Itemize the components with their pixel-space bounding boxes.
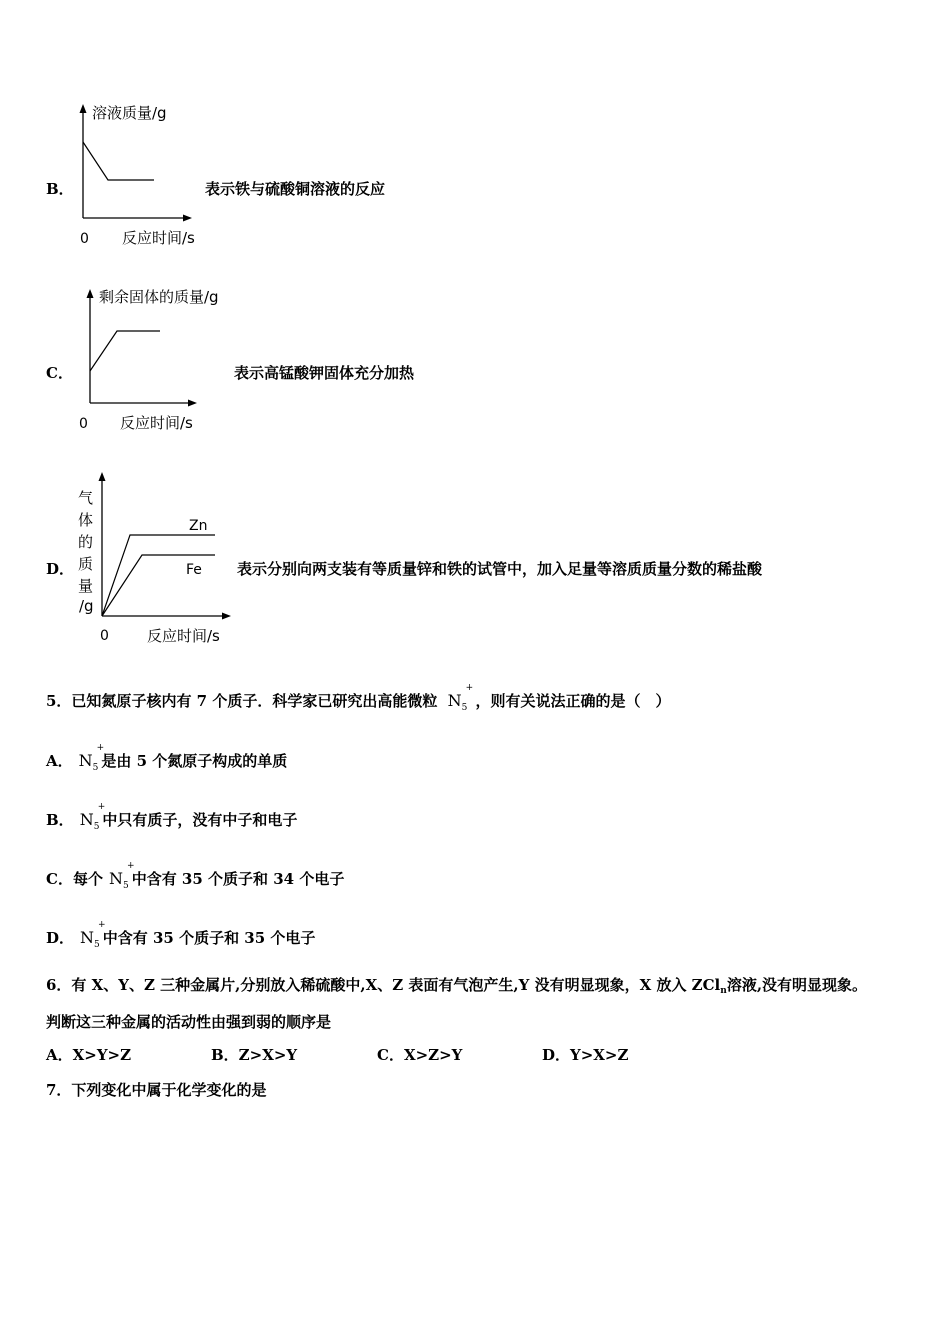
formula-base: N [447, 691, 462, 710]
chart-b-x-arrow [183, 215, 192, 222]
formula-sup: + [126, 861, 135, 871]
chart-b [70, 100, 210, 250]
chart-b-ylabel: 溶液质量/g [92, 104, 167, 122]
q5-stem-pre: 5．已知氮原子核内有 7 个质子．科学家已研究出高能微粒 [46, 692, 438, 710]
q5-option-d [46, 920, 316, 950]
chart-d-ylabel-0: 气 [78, 489, 94, 507]
q5-option-a-text: 是由 5 个氮原子构成的单质 [101, 752, 288, 770]
chart-d-ylabel-1: 体 [78, 511, 94, 529]
q5-option-d-text: 中含有 35 个质子和 35 个电子 [102, 929, 316, 947]
formula-sub: 5 [122, 881, 129, 891]
chart-d-origin: 0 [100, 628, 109, 644]
chart-d-series-zn: Zn [189, 518, 208, 534]
chart-c-origin: 0 [79, 416, 88, 432]
q6-line1-sub: n [720, 986, 727, 996]
formula-sub: 5 [92, 763, 99, 773]
q5-option-c-text: 中含有 35 个质子和 34 个电子 [131, 870, 345, 888]
formula-sub: 5 [93, 822, 100, 832]
q6-line1-post: 溶液,没有明显现象。 [726, 976, 868, 994]
chart-b-line [83, 142, 154, 180]
formula-sup: + [465, 683, 474, 693]
chart-d-ylabel-3: 质 [78, 555, 94, 573]
q6-option-c: C．X>Z>Y [377, 1046, 463, 1064]
option-c-letter: C． [46, 364, 73, 382]
formula-sub: 5 [94, 940, 100, 950]
q6-option-b: B．Z>X>Y [211, 1046, 298, 1064]
formula-base: N [79, 810, 94, 829]
q5-option-b-text: 中只有质子，没有中子和电子 [102, 811, 298, 829]
formula-sup: + [96, 743, 105, 753]
chart-c-ylabel: 剩余固体的质量/g [99, 288, 219, 306]
chart-c-line [90, 331, 160, 371]
chart-d-y-arrow [99, 472, 106, 481]
formula-base: N [80, 928, 95, 947]
chart-b-xlabel: 反应时间/s [122, 229, 195, 247]
option-b-desc: 表示铁与硫酸铜溶液的反应 [205, 180, 386, 198]
q6-stem-line2: 判断这三种金属的活动性由强到弱的顺序是 [46, 1013, 332, 1031]
chart-b-origin: 0 [80, 231, 89, 247]
option-b-letter: B． [46, 180, 74, 198]
chart-b-y-arrow [80, 104, 87, 113]
formula-sup: + [97, 802, 106, 812]
chart-d-ylabel-2: 的 [78, 533, 94, 551]
q5-option-d-letter: D． [46, 929, 75, 947]
chart-d-ylabel-5: /g [79, 597, 94, 615]
q5-option-a [46, 743, 288, 773]
chart-c-xlabel: 反应时间/s [120, 414, 193, 432]
q6-stem-line1 [46, 974, 867, 995]
q5-stem [46, 683, 671, 713]
chart-d-ylabel-4: 量 [78, 577, 94, 595]
formula-base: N [78, 751, 93, 770]
q5-option-c-pre: 每个 [72, 870, 103, 888]
q6-option-a: A．X>Y>Z [46, 1046, 132, 1064]
q5-option-c [46, 861, 345, 891]
chart-d-series-fe: Fe [186, 562, 202, 578]
formula-sup: + [98, 920, 106, 930]
formula-sub: 5 [461, 703, 468, 713]
n5-formula [78, 743, 105, 773]
option-c-desc: 表示高锰酸钾固体充分加热 [234, 364, 415, 382]
chart-d-x-arrow [222, 613, 231, 620]
q5-option-a-letter: A． [46, 752, 73, 770]
n5-formula [79, 802, 106, 832]
q6-option-d: D．Y>X>Z [542, 1046, 629, 1064]
q7-stem: 7．下列变化中属于化学变化的是 [46, 1081, 267, 1099]
chart-d-xlabel: 反应时间/s [147, 627, 220, 645]
n5-formula [447, 683, 474, 713]
formula-base: N [108, 869, 123, 888]
chart-c [75, 285, 245, 435]
q5-stem-post: ，则有关说法正确的是（ ） [475, 692, 671, 710]
chart-c-x-arrow [188, 400, 197, 407]
n5-formula [80, 920, 106, 950]
q6-line1-pre: 6．有 X、Y、Z 三种金属片,分别放入稀硫酸中,X、Z 表面有气泡产生,Y 没有明显现象，X 放入 ZCl [46, 976, 721, 994]
q5-option-c-letter: C． [46, 870, 73, 888]
q5-option-b [46, 802, 298, 832]
n5-formula [108, 861, 135, 891]
chart-c-y-arrow [87, 289, 94, 298]
q5-option-b-letter: B． [46, 811, 74, 829]
option-d-letter: D． [46, 560, 75, 578]
option-d-desc: 表示分别向两支装有等质量锌和铁的试管中，加入足量等溶质质量分数的稀盐酸 [237, 560, 763, 578]
chart-d [72, 468, 242, 648]
